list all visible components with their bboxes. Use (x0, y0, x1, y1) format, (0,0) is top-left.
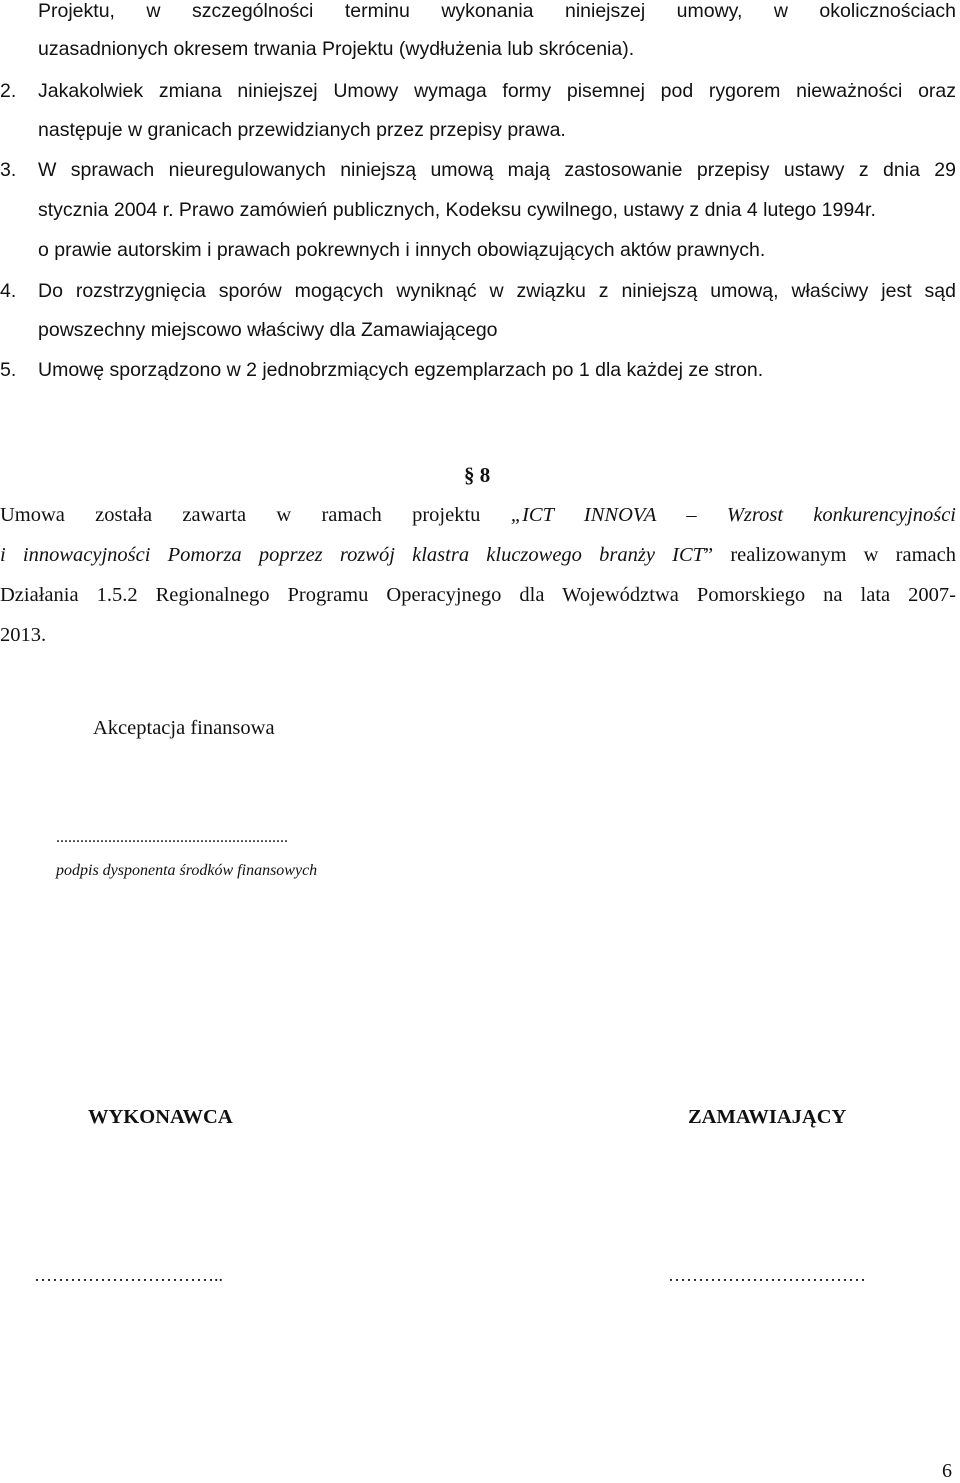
acceptance-title: Akceptacja finansowa (93, 717, 275, 739)
item-2-number: 2. (0, 80, 17, 102)
item-5-number: 5. (0, 359, 17, 381)
section-paragraph-line-2-b: ” realizowanym w ramach (704, 544, 956, 566)
item-4-number: 4. (0, 280, 17, 302)
section-paragraph-line-2 (0, 544, 956, 567)
item-2-line-2: następuje w granicach przewidzianych przez przepisy prawa. (38, 119, 566, 141)
project-name-end: i innowacyjności Pomorza poprzez rozwój klastra kluczowego branży ICT (0, 544, 705, 566)
contractor-label: WYKONAWCA (88, 1106, 233, 1128)
item-5-line-1: Umowę sporządzono w 2 jednobrzmiących egzemplarzach po 1 dla każdej ze stron. (38, 359, 764, 381)
item-2-line-1: Jakakolwiek zmiana niniejszej Umowy wymaga formy pisemnej pod rygorem nieważności oraz (38, 80, 956, 102)
item-3-line-3: o prawie autorskim i prawach pokrewnych i innych obowiązujących aktów prawnych. (38, 239, 766, 261)
item-4-line-2: powszechny miejscowo właściwy dla Zamawiającego (38, 319, 498, 341)
page-number: 6 (942, 1460, 952, 1482)
section-heading: § 8 (464, 463, 491, 487)
ordering-party-label: ZAMAWIAJĄCY (688, 1106, 847, 1128)
item-3-line-1: W sprawach nieuregulowanych niniejszą umową mają zastosowanie przepisy ustawy z dnia 29 (38, 159, 956, 181)
acceptance-signature-dots: .......................................................... (56, 829, 288, 846)
section-paragraph-line-1 (0, 504, 956, 527)
section-paragraph-line-4: 2013. (0, 624, 47, 646)
item-4-line-1: Do rozstrzygnięcia sporów mogących wyniknąć w związku z niniejszą umową, właściwy jest sąd (38, 280, 956, 302)
project-name-start: „ICT INNOVA – Wzrost konkurencyjności (510, 504, 957, 526)
item-3-number: 3. (0, 159, 17, 181)
item-3-line-2: stycznia 2004 r. Prawo zamówień publicznych, Kodeksu cywilnego, ustawy z dnia 4 lutego 1994r. (38, 199, 876, 221)
section-paragraph-line-3: Działania 1.5.2 Regionalnego Programu Operacyjnego dla Województwa Pomorskiego na lata 2007- (0, 584, 956, 606)
section-paragraph-line-1-a: Umowa została zawarta w ramach projektu (0, 504, 511, 526)
contractor-signature-dots: ………………………….. (34, 1265, 223, 1285)
ordering-party-signature-dots: …………………………… (668, 1265, 866, 1285)
acceptance-caption: podpis dysponenta środków finansowych (56, 862, 318, 879)
continuation-line-1: Projektu, w szczególności terminu wykonania niniejszej umowy, w okolicznościach (38, 0, 956, 22)
continuation-line-2: uzasadnionych okresem trwania Projektu (wydłużenia lub skrócenia). (38, 38, 635, 60)
